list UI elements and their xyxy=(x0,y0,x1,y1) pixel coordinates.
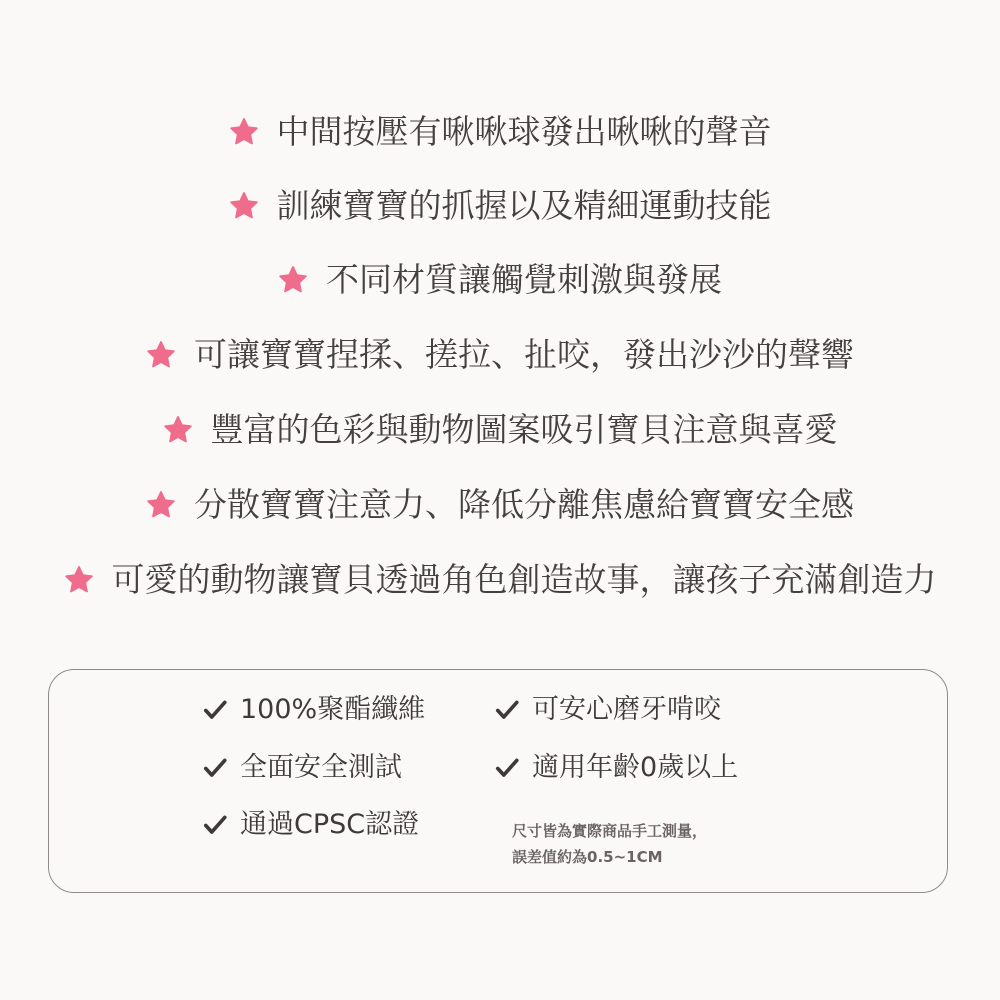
star-icon xyxy=(146,490,176,520)
feature-text: 中間按壓有啾啾球發出啾啾的聲音 xyxy=(276,112,772,151)
spec-item xyxy=(494,692,721,728)
feature-item xyxy=(0,110,1000,154)
feature-item xyxy=(0,483,1000,527)
measurement-note xyxy=(512,818,707,870)
feature-item xyxy=(0,408,1000,452)
feature-text: 不同材質讓觸覺刺激與發展 xyxy=(326,260,722,299)
feature-item xyxy=(0,258,1000,302)
feature-item xyxy=(0,558,1000,602)
star-icon xyxy=(146,340,176,370)
feature-text: 訓練寶寶的抓握以及精細運動技能 xyxy=(276,186,772,225)
spec-item xyxy=(202,692,425,728)
feature-text: 可讓寶寶捏揉、搓拉、扯咬，發出沙沙的聲響 xyxy=(194,335,854,374)
feature-item xyxy=(0,333,1000,377)
spec-item xyxy=(202,807,419,843)
spec-text: 全面安全測試 xyxy=(240,752,402,783)
star-icon xyxy=(163,415,193,445)
checkmark-icon xyxy=(202,812,228,838)
note-line: 誤差值約為0.5~1CM xyxy=(512,848,663,866)
spec-text: 100%聚酯纖維 xyxy=(240,694,426,725)
feature-text: 豐富的色彩與動物圖案吸引寶貝注意與喜愛 xyxy=(210,410,838,449)
star-icon xyxy=(229,117,259,147)
spec-item xyxy=(202,750,402,786)
spec-item xyxy=(494,750,738,786)
note-line: 尺寸皆為實際商品手工測量， xyxy=(512,822,708,840)
checkmark-icon xyxy=(494,697,520,723)
star-icon xyxy=(229,191,259,221)
feature-item xyxy=(0,184,1000,228)
spec-text: 可安心磨牙啃咬 xyxy=(532,694,721,725)
checkmark-icon xyxy=(494,755,520,781)
star-icon xyxy=(64,565,94,595)
checkmark-icon xyxy=(202,697,228,723)
feature-text: 分散寶寶注意力、降低分離焦慮給寶寶安全感 xyxy=(194,485,854,524)
checkmark-icon xyxy=(202,755,228,781)
star-icon xyxy=(278,265,308,295)
feature-text: 可愛的動物讓寶貝透過角色創造故事，讓孩子充滿創造力 xyxy=(111,560,937,599)
spec-text: 通過CPSC認證 xyxy=(240,809,420,840)
spec-text: 適用年齡0歲以上 xyxy=(532,752,739,783)
